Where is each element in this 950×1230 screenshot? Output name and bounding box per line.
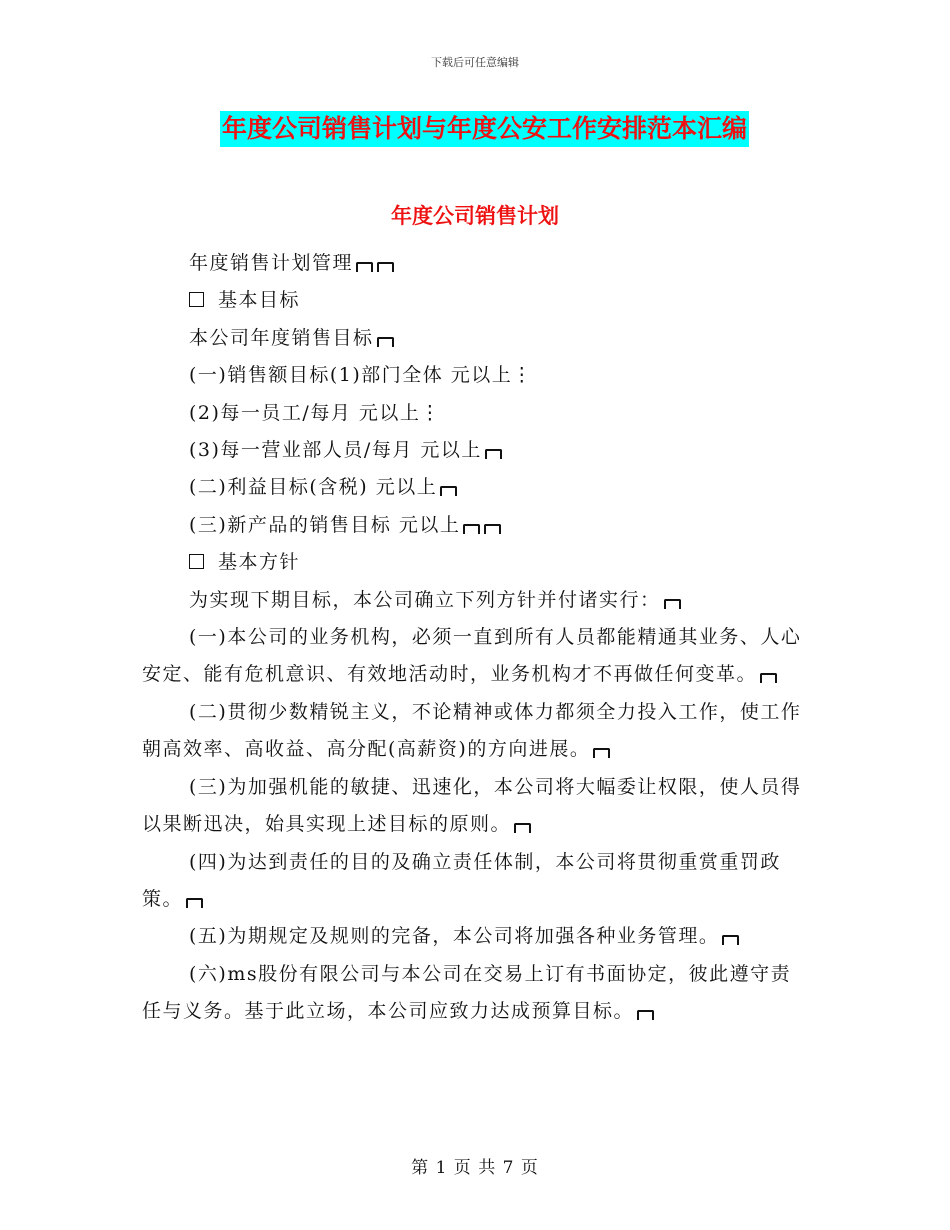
paragraph: (三)新产品的销售目标 元以上 [142,507,802,544]
paragraph: (四)为达到责任的目的及确立责任体制，本公司将贯彻重赏重罚政策。 [142,850,781,910]
paragraph-mark-icon [485,449,502,459]
paragraph: 基本目标 [142,282,802,319]
paragraph-mark-icon [637,1010,654,1020]
paragraph: 为实现下期目标，本公司确立下列方针并付诸实行： [142,582,802,619]
paragraph: (六)ms股份有限公司与本公司在交易上订有书面协定，彼此遵守责任与义务。基于此立场，本公司应致力达成预算目标。 [142,962,792,1023]
document-title: 年度公司销售计划与年度公安工作安排范本汇编 [220,111,749,147]
paragraph: (3)每一营业部人员/每月 元以上 [142,432,802,469]
paragraph: (二)贯彻少数精锐主义，不论精神或体力都须全力投入工作，使工作朝高效率、高收益、高分配(高薪资)的方向进展。 [142,700,802,761]
paragraph: (一)销售额目标(1)部门全体 元以上⋮ [189,364,533,387]
checkbox-square-icon [189,554,204,569]
paragraph: 基本方针 [142,544,802,581]
paragraph-mark-icon [760,673,777,683]
paragraph: (五)为期规定及规则的完备，本公司将加强各种业务管理。 [142,918,802,955]
paragraph: 本公司年度销售目标 [142,320,802,357]
paragraph: (一)本公司的业务机构，必须一直到所有人员都能精通其业务、人心安定、能有危机意识、有效地活动时，业务机构才不再做任何变革。 [142,626,802,686]
paragraph-mark-icon [514,823,531,833]
section-title: 年度公司销售计划 [391,203,559,228]
paragraph: (二)利益目标(含税) 元以上 [142,469,802,506]
paragraph: 年度销售计划管理 [142,245,802,282]
paragraph-mark-icon [377,337,394,347]
paragraph-mark-icon [186,898,203,908]
page-header-note: 下载后可任意编辑 [431,56,519,69]
paragraph-mark-icon [463,524,503,534]
page-footer: 第 1 页 共 7 页 [411,1158,539,1178]
paragraph-mark-icon [356,262,396,272]
paragraph: (2)每一员工/每月 元以上⋮ [189,401,441,424]
paragraph-mark-icon [722,935,739,945]
checkbox-square-icon [189,292,204,307]
paragraph: (三)为加强机能的敏捷、迅速化，本公司将大幅委让权限，使人员得以果断迅决，始具实现上述目标的原则。 [142,775,802,836]
paragraph-mark-icon [440,486,457,496]
paragraph-mark-icon [593,748,610,758]
document-body [142,245,802,1031]
paragraph-mark-icon [664,599,681,609]
